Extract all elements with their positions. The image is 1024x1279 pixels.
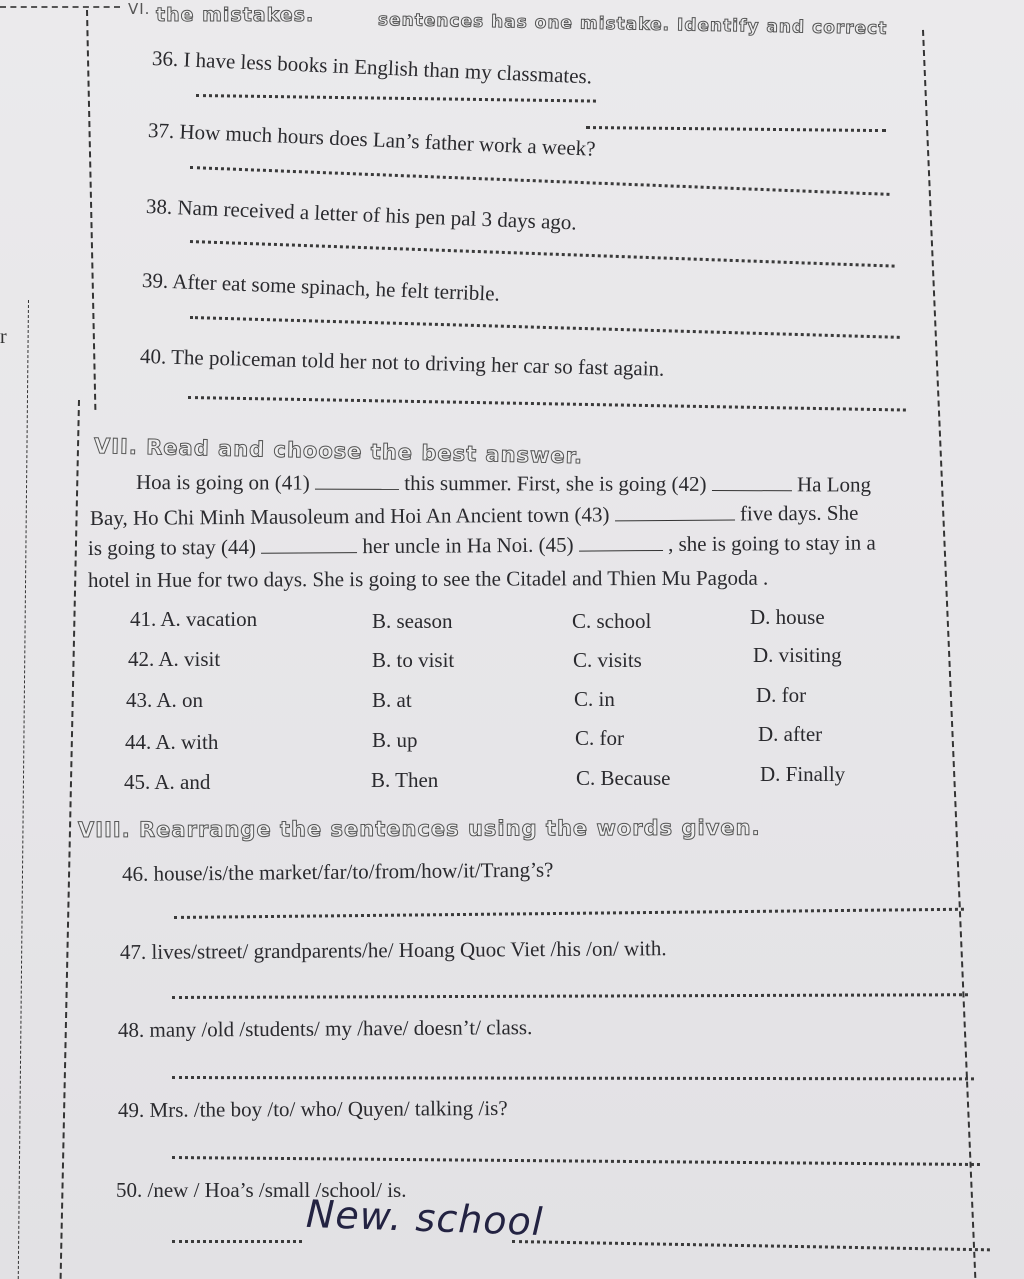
blank-45	[579, 532, 663, 552]
passage-line-4: hotel in Hue for two days. She is going to see the Citadel and Thien Mu Pagoda .	[87, 565, 769, 592]
question-49: 49. Mrs. /the boy /to/ who/ Quyen/ talking /is?	[117, 1095, 508, 1122]
outer-left-dashed-border	[18, 300, 29, 1279]
passage-text: Ha Long	[796, 472, 872, 497]
section-7-title: VII. Read and choose the best answer.	[93, 434, 584, 469]
option-43-a: 43. A. on	[126, 688, 204, 712]
passage-text: Bay, Ho Chi Minh Mausoleum and Hoi An Ancient town (43)	[89, 502, 610, 530]
answer-line-50a	[172, 1240, 302, 1243]
option-44-b: B. up	[372, 728, 418, 752]
blank-43	[615, 501, 735, 521]
top-dashed-border	[0, 6, 120, 8]
question-46: 46. house/is/the market/far/to/from/how/it/Trang’s?	[121, 857, 554, 886]
answer-line-49	[172, 1156, 980, 1166]
passage-line-2	[90, 501, 859, 531]
question-38: 38. Nam received a letter of his pen pal 3 days ago.	[145, 194, 578, 235]
question-48: 48. many /old /students/ my /have/ doesn’t/ class.	[117, 1015, 533, 1042]
option-41-d: D. house	[750, 605, 825, 629]
option-45-d: D. Finally	[760, 762, 846, 786]
section-6-header: sentences has one mistake. Identify and correct	[377, 10, 888, 39]
section-6-header-tail: the mistakes.	[156, 4, 315, 26]
question-47: 47. lives/street/ grandparents/he/ Hoang Quoc Viet /his /on/ with.	[119, 936, 667, 964]
right-dashed-border	[922, 30, 976, 1278]
option-41-c: C. school	[572, 609, 652, 633]
passage-text: is going to stay (44)	[87, 534, 257, 560]
question-40: 40. The policeman told her not to driving her car so fast again.	[139, 344, 665, 381]
answer-line-50b	[512, 1240, 990, 1251]
option-44-d: D. after	[758, 722, 823, 746]
blank-41	[315, 471, 399, 490]
option-42-c: C. visits	[573, 648, 642, 672]
left-dashed-border	[86, 10, 96, 410]
question-37: 37. How much hours does Lan’s father work a week?	[147, 118, 597, 161]
margin-mark: r	[0, 326, 7, 348]
passage-line-3	[88, 531, 876, 561]
answer-line-46	[174, 908, 964, 919]
option-41-a: 41. A. vacation	[130, 607, 258, 631]
option-42-d: D. visiting	[753, 643, 842, 667]
blank-44	[261, 534, 357, 554]
answer-line-40	[188, 396, 906, 412]
option-42-b: B. to visit	[372, 648, 455, 672]
question-36: 36. I have less books in English than my classmates.	[151, 46, 593, 89]
answer-line-48	[172, 1076, 974, 1080]
passage-text: , she is going to stay in a	[668, 530, 876, 556]
answer-line-36a	[196, 94, 596, 103]
blank-42	[712, 472, 792, 491]
option-45-a: 45. A. and	[124, 770, 211, 794]
option-45-b: B. Then	[371, 768, 439, 792]
answer-line-47	[172, 993, 968, 999]
option-43-d: D. for	[756, 683, 807, 707]
passage-text: her uncle in Ha Noi. (45)	[362, 532, 574, 559]
option-44-a: 44. A. with	[125, 730, 219, 754]
question-39: 39. After eat some spinach, he felt terrible.	[141, 268, 501, 306]
question-50: 50. /new / Hoa’s /small /school/ is.	[116, 1178, 407, 1202]
handwritten-answer-50: New. school	[305, 1191, 545, 1245]
answer-line-36b	[586, 126, 886, 132]
option-44-c: C. for	[575, 726, 624, 750]
option-45-c: C. Because	[576, 766, 671, 790]
passage-text: Hoa is going on (41)	[135, 470, 310, 495]
option-43-b: B. at	[372, 688, 412, 712]
left-dashed-border-lower	[60, 400, 80, 1279]
answer-line-38	[190, 240, 895, 268]
passage-line-1	[136, 470, 871, 498]
answer-line-37	[190, 166, 890, 196]
passage-text: five days. She	[739, 500, 859, 526]
option-41-b: B. season	[372, 609, 453, 633]
section-6-number: VI.	[128, 0, 151, 18]
answer-line-39	[190, 316, 900, 339]
option-43-c: C. in	[574, 687, 615, 711]
option-42-a: 42. A. visit	[128, 647, 221, 671]
section-8-title: VIII. Rearrange the sentences using the words given.	[77, 815, 761, 842]
passage-text: this summer. First, she is going (42)	[404, 470, 707, 496]
